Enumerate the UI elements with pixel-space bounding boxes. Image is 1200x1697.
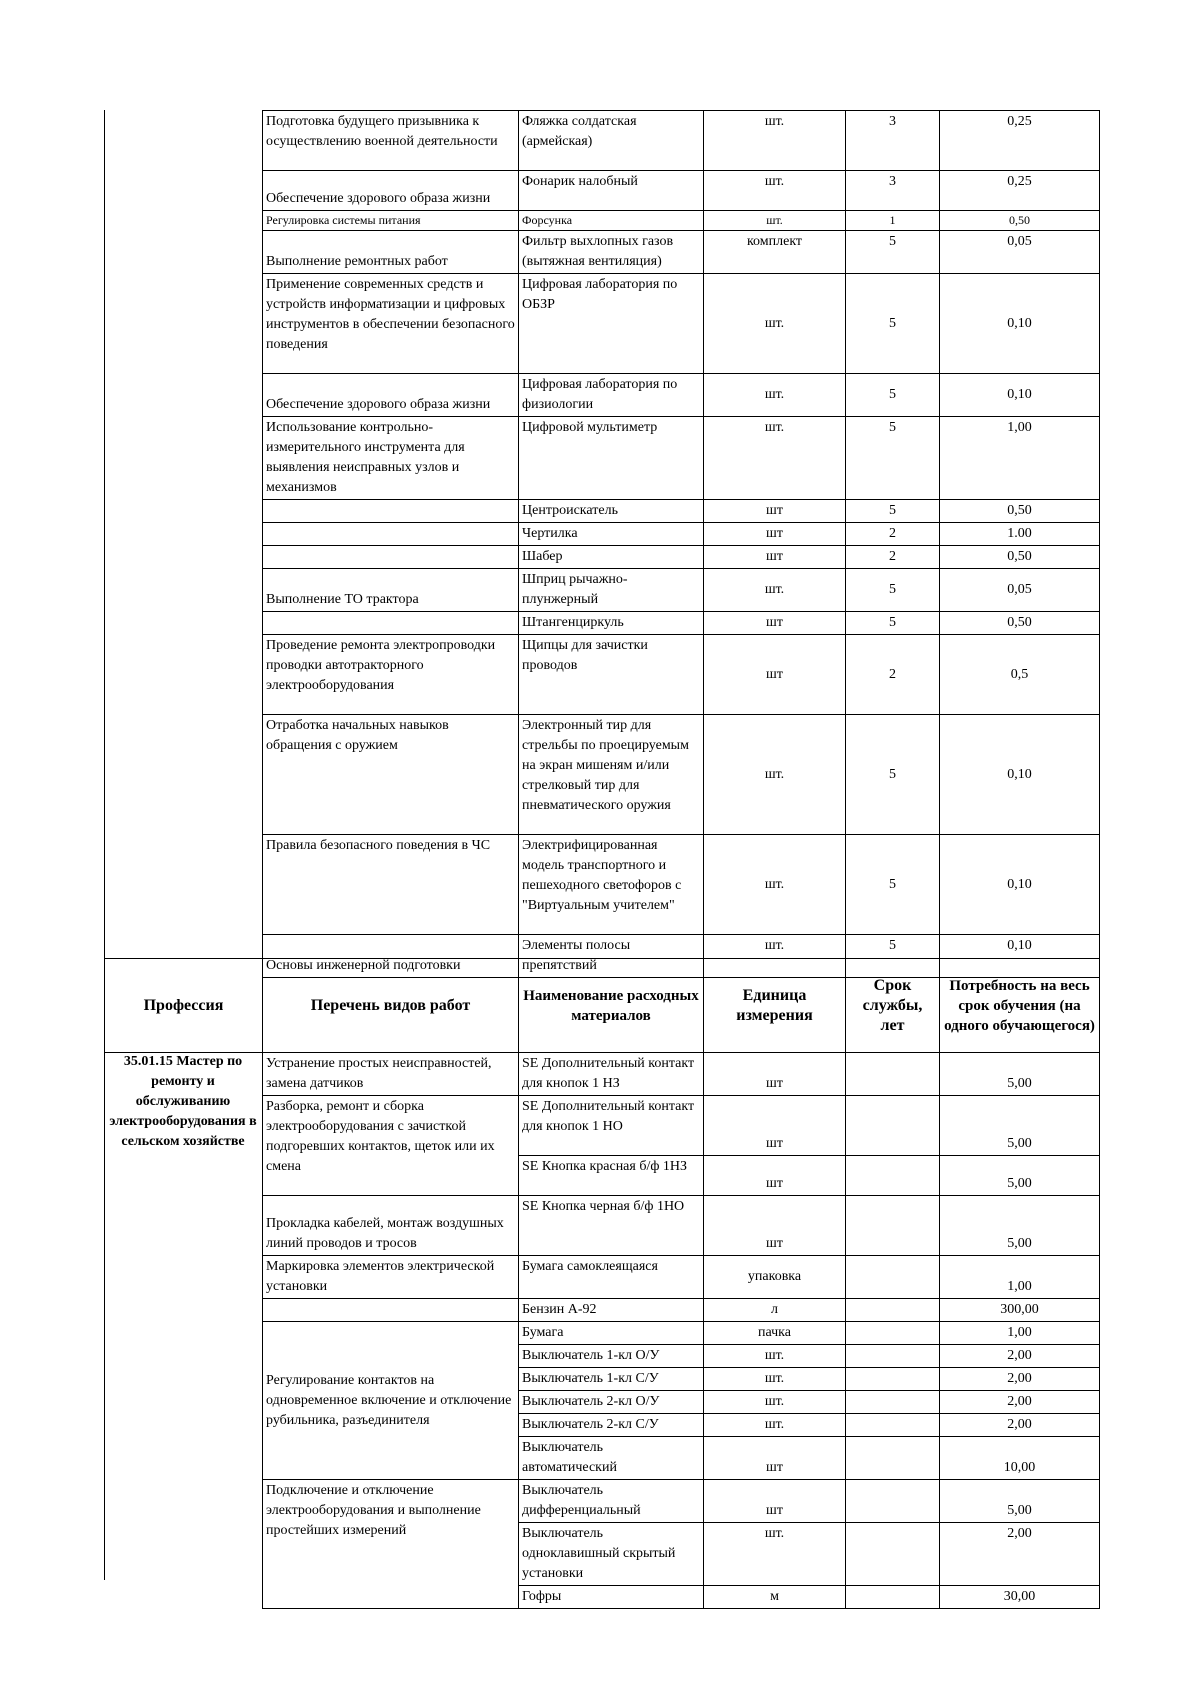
need-cell: 0,05 bbox=[940, 569, 1100, 612]
need-cell: 1.00 bbox=[940, 523, 1100, 546]
term-cell: 5 bbox=[846, 569, 940, 612]
material-cell: Цифровой мультиметр bbox=[519, 417, 704, 500]
material-cell: Бензин А-92 bbox=[519, 1299, 704, 1322]
header-need: Потребность на весь срок обучения (на одного обучающегося) bbox=[940, 959, 1100, 1053]
unit-cell: шт bbox=[704, 523, 846, 546]
work-type-cell: Регулирование контактов на одновременное включение и отключение рубильника, разъединителя bbox=[263, 1322, 519, 1480]
unit-cell: шт. bbox=[704, 211, 846, 231]
work-type-cell: Разборка, ремонт и сборка электрооборудования с зачисткой подгоревших контактов, щеток или их смена bbox=[263, 1096, 519, 1196]
work-type-cell: Регулировка системы питания bbox=[263, 211, 519, 231]
term-cell bbox=[846, 1053, 940, 1096]
term-cell bbox=[846, 1523, 940, 1586]
need-cell: 0,50 bbox=[940, 211, 1100, 231]
material-cell: Элементы полосы препятствий bbox=[519, 935, 704, 978]
work-type-cell bbox=[263, 546, 519, 569]
term-cell: 2 bbox=[846, 635, 940, 715]
material-cell: Центроискатель bbox=[519, 500, 704, 523]
material-cell: Электрифицированная модель транспортного и пешеходного светофоров с "Виртуальным учителем" bbox=[519, 835, 704, 935]
unit-cell: м bbox=[704, 1586, 846, 1609]
work-type-cell: Правила безопасного поведения в ЧС bbox=[263, 835, 519, 935]
need-cell: 0,5 bbox=[940, 635, 1100, 715]
work-type-cell: Использование контрольно-измерительного инструмента для выявления неисправных узлов и механизмов bbox=[263, 417, 519, 500]
term-cell bbox=[846, 1391, 940, 1414]
table-row bbox=[263, 546, 1100, 569]
unit-cell: шт bbox=[704, 500, 846, 523]
term-cell bbox=[846, 1299, 940, 1322]
table-row bbox=[263, 211, 1100, 231]
material-cell: Бумага bbox=[519, 1322, 704, 1345]
term-cell bbox=[846, 1586, 940, 1609]
material-cell: Электронный тир для стрельбы по проецируемым на экран мишеням и/или стрелковый тир для пневматического оружия bbox=[519, 715, 704, 835]
materials-table-continuation bbox=[262, 110, 1100, 978]
need-cell: 2,00 bbox=[940, 1523, 1100, 1586]
unit-cell: шт. bbox=[704, 835, 846, 935]
term-cell bbox=[846, 1156, 940, 1196]
material-cell: SE Кнопка черная б/ф 1НО bbox=[519, 1196, 704, 1256]
need-cell: 0,10 bbox=[940, 935, 1100, 978]
work-type-cell: Выполнение ремонтных работ bbox=[263, 231, 519, 274]
material-cell: Цифровая лаборатория по физиологии bbox=[519, 374, 704, 417]
unit-cell: упаковка bbox=[704, 1256, 846, 1299]
unit-cell: шт. bbox=[704, 1523, 846, 1586]
work-type-cell: Обеспечение здорового образа жизни bbox=[263, 374, 519, 417]
material-cell: Выключатель 1-кл С/У bbox=[519, 1368, 704, 1391]
need-cell: 10,00 bbox=[940, 1437, 1100, 1480]
material-cell: SE Дополнительный контакт для кнопок 1 НО bbox=[519, 1096, 704, 1156]
term-cell: 3 bbox=[846, 111, 940, 171]
term-cell: 5 bbox=[846, 274, 940, 374]
unit-cell: шт. bbox=[704, 715, 846, 835]
table-row bbox=[263, 500, 1100, 523]
table-row bbox=[263, 835, 1100, 935]
work-type-cell bbox=[263, 500, 519, 523]
term-cell: 5 bbox=[846, 612, 940, 635]
header-works: Перечень видов работ bbox=[263, 959, 519, 1053]
term-cell: 2 bbox=[846, 546, 940, 569]
unit-cell: шт bbox=[704, 635, 846, 715]
term-cell bbox=[846, 1256, 940, 1299]
need-cell: 2,00 bbox=[940, 1368, 1100, 1391]
header-unit: Единица измерения bbox=[704, 959, 846, 1053]
material-cell: Шабер bbox=[519, 546, 704, 569]
materials-table bbox=[262, 1052, 1100, 1609]
need-cell: 1,00 bbox=[940, 417, 1100, 500]
work-type-cell: Маркировка элементов электрической установки bbox=[263, 1256, 519, 1299]
need-cell: 1,00 bbox=[940, 1322, 1100, 1345]
need-cell: 0,10 bbox=[940, 715, 1100, 835]
table-row bbox=[263, 274, 1100, 374]
unit-cell: шт. bbox=[704, 417, 846, 500]
term-cell: 5 bbox=[846, 500, 940, 523]
unit-cell: шт bbox=[704, 546, 846, 569]
term-cell: 5 bbox=[846, 935, 940, 978]
term-cell: 5 bbox=[846, 835, 940, 935]
term-cell bbox=[846, 1345, 940, 1368]
left-border-line bbox=[104, 110, 105, 958]
unit-cell: шт. bbox=[704, 935, 846, 978]
need-cell: 5,00 bbox=[940, 1156, 1100, 1196]
work-type-cell: Подключение и отключение электрооборудования и выполнение простейших измерений bbox=[263, 1480, 519, 1609]
table-row bbox=[263, 635, 1100, 715]
need-cell: 0,10 bbox=[940, 374, 1100, 417]
table-row bbox=[263, 171, 1100, 211]
material-cell: Фляжка солдатская (армейская) bbox=[519, 111, 704, 171]
need-cell: 0,25 bbox=[940, 111, 1100, 171]
unit-cell: шт bbox=[704, 1437, 846, 1480]
unit-cell: шт. bbox=[704, 374, 846, 417]
work-type-cell: Проведение ремонта электропроводки проводки автотракторного электрооборудования bbox=[263, 635, 519, 715]
material-cell: Гофры bbox=[519, 1586, 704, 1609]
table-row bbox=[263, 1256, 1100, 1299]
need-cell: 5,00 bbox=[940, 1096, 1100, 1156]
table-row bbox=[263, 523, 1100, 546]
unit-cell: шт. bbox=[704, 1345, 846, 1368]
term-cell bbox=[846, 1414, 940, 1437]
unit-cell: шт bbox=[704, 1053, 846, 1096]
material-cell: Бумага самоклеящаяся bbox=[519, 1256, 704, 1299]
work-type-cell bbox=[263, 523, 519, 546]
material-cell: Фонарик налобный bbox=[519, 171, 704, 211]
header-profession: Профессия bbox=[105, 959, 263, 1053]
work-type-cell: Подготовка будущего призывника к осуществлению военной деятельности bbox=[263, 111, 519, 171]
header-row bbox=[105, 959, 1100, 1053]
unit-cell: шт. bbox=[704, 171, 846, 211]
unit-cell: шт. bbox=[704, 1391, 846, 1414]
header-material: Наименование расходных материалов bbox=[519, 959, 704, 1053]
term-cell bbox=[846, 1437, 940, 1480]
term-cell: 5 bbox=[846, 374, 940, 417]
table-row bbox=[263, 374, 1100, 417]
table-row bbox=[263, 417, 1100, 500]
table-row bbox=[263, 1322, 1100, 1345]
term-cell: 5 bbox=[846, 417, 940, 500]
material-cell: Выключатель дифференциальный bbox=[519, 1480, 704, 1523]
table-row bbox=[263, 111, 1100, 171]
material-cell: Выключатель 1-кл О/У bbox=[519, 1345, 704, 1368]
table-row bbox=[263, 1480, 1100, 1523]
table-row bbox=[263, 612, 1100, 635]
table-header bbox=[104, 958, 1100, 1053]
unit-cell: шт bbox=[704, 612, 846, 635]
need-cell: 0,10 bbox=[940, 274, 1100, 374]
need-cell: 30,00 bbox=[940, 1586, 1100, 1609]
need-cell: 5,00 bbox=[940, 1053, 1100, 1096]
table-row bbox=[263, 1299, 1100, 1322]
material-cell: Щипцы для зачистки проводов bbox=[519, 635, 704, 715]
table-row bbox=[263, 231, 1100, 274]
material-cell: Выключатель автоматический bbox=[519, 1437, 704, 1480]
need-cell: 2,00 bbox=[940, 1414, 1100, 1437]
work-type-cell: Применение современных средств и устройств информатизации и цифровых инструментов в обеспечении безопасного поведения bbox=[263, 274, 519, 374]
work-type-cell: Основы инженерной подготовки bbox=[263, 935, 519, 978]
table-row bbox=[263, 569, 1100, 612]
need-cell: 2,00 bbox=[940, 1391, 1100, 1414]
term-cell bbox=[846, 1480, 940, 1523]
need-cell: 1,00 bbox=[940, 1256, 1100, 1299]
unit-cell: шт bbox=[704, 1156, 846, 1196]
need-cell: 300,00 bbox=[940, 1299, 1100, 1322]
work-type-cell bbox=[263, 612, 519, 635]
need-cell: 2,00 bbox=[940, 1345, 1100, 1368]
table-row bbox=[263, 715, 1100, 835]
material-cell: Штангенциркуль bbox=[519, 612, 704, 635]
material-cell: Выключатель 2-кл О/У bbox=[519, 1391, 704, 1414]
material-cell: Выключатель 2-кл С/У bbox=[519, 1414, 704, 1437]
need-cell: 0,25 bbox=[940, 171, 1100, 211]
term-cell bbox=[846, 1368, 940, 1391]
material-cell: Цифровая лаборатория по ОБЗР bbox=[519, 274, 704, 374]
term-cell: 5 bbox=[846, 231, 940, 274]
table-row bbox=[263, 1096, 1100, 1156]
unit-cell: шт bbox=[704, 1480, 846, 1523]
table-row bbox=[263, 1053, 1100, 1096]
term-cell: 1 bbox=[846, 211, 940, 231]
work-type-cell bbox=[263, 1299, 519, 1322]
table-row bbox=[263, 1196, 1100, 1256]
unit-cell: пачка bbox=[704, 1322, 846, 1345]
header-term: Срок службы, лет bbox=[846, 959, 940, 1053]
need-cell: 0,10 bbox=[940, 835, 1100, 935]
material-cell: Фильтр выхлопных газов (вытяжная вентиляция) bbox=[519, 231, 704, 274]
unit-cell: шт bbox=[704, 1096, 846, 1156]
need-cell: 0,50 bbox=[940, 500, 1100, 523]
term-cell bbox=[846, 1196, 940, 1256]
need-cell: 5,00 bbox=[940, 1480, 1100, 1523]
work-type-cell: Прокладка кабелей, монтаж воздушных линий проводов и тросов bbox=[263, 1196, 519, 1256]
material-cell: Шприц рычажно-плунжерный bbox=[519, 569, 704, 612]
need-cell: 5,00 bbox=[940, 1196, 1100, 1256]
unit-cell: шт. bbox=[704, 1368, 846, 1391]
unit-cell: шт. bbox=[704, 569, 846, 612]
unit-cell: л bbox=[704, 1299, 846, 1322]
term-cell: 2 bbox=[846, 523, 940, 546]
term-cell bbox=[846, 1322, 940, 1345]
term-cell: 5 bbox=[846, 715, 940, 835]
need-cell: 0,05 bbox=[940, 231, 1100, 274]
term-cell: 3 bbox=[846, 171, 940, 211]
need-cell: 0,50 bbox=[940, 612, 1100, 635]
material-cell: Форсунка bbox=[519, 211, 704, 231]
unit-cell: шт. bbox=[704, 111, 846, 171]
work-type-cell: Устранение простых неисправностей, замена датчиков bbox=[263, 1053, 519, 1096]
material-cell: SE Дополнительный контакт для кнопок 1 НЗ bbox=[519, 1053, 704, 1096]
unit-cell: шт bbox=[704, 1196, 846, 1256]
need-cell: 0,50 bbox=[940, 546, 1100, 569]
work-type-cell: Обеспечение здорового образа жизни bbox=[263, 171, 519, 211]
material-cell: SE Кнопка красная б/ф 1НЗ bbox=[519, 1156, 704, 1196]
material-cell: Чертилка bbox=[519, 523, 704, 546]
profession-name: 35.01.15 Мастер по ремонту и обслуживанию электрооборудования в сельском хозяйстве bbox=[109, 1054, 257, 1149]
material-cell: Выключатель одноклавишный скрытый установки bbox=[519, 1523, 704, 1586]
work-type-cell: Выполнение ТО трактора bbox=[263, 569, 519, 612]
unit-cell: комплект bbox=[704, 231, 846, 274]
term-cell bbox=[846, 1096, 940, 1156]
unit-cell: шт. bbox=[704, 274, 846, 374]
work-type-cell: Отработка начальных навыков обращения с оружием bbox=[263, 715, 519, 835]
unit-cell: шт. bbox=[704, 1414, 846, 1437]
